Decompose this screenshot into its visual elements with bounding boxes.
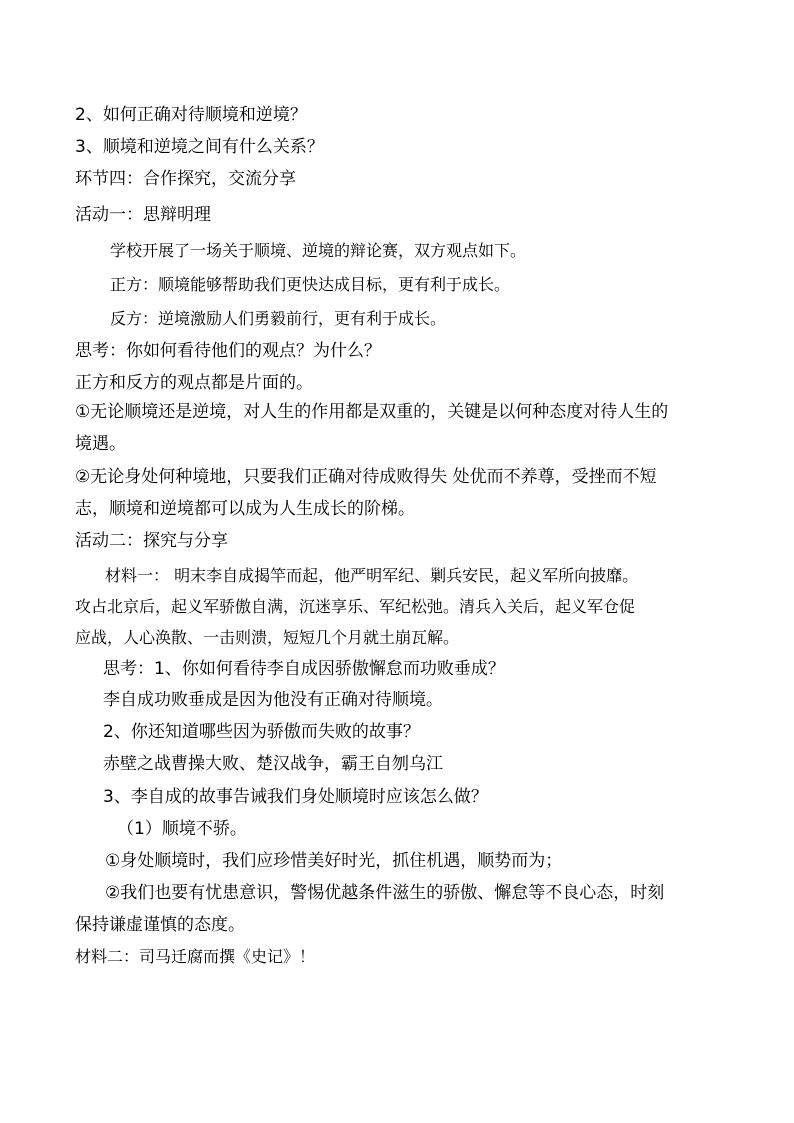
point-2-line-2: 志，顺境和逆境都可以成为人生成长的阶梯。 <box>75 499 415 519</box>
material-1-line-2: 攻占北京后，起义军骄傲自满，沉迷享乐、军纪松弛。清兵入关后，起义军仓促 <box>75 597 636 616</box>
think-question-text: 思考：你如何看待他们的观点？为什么？ <box>75 341 381 361</box>
answer-one-sided-text: 正方和反方的观点都是片面的。 <box>75 373 313 393</box>
negative-view-text: 反方：逆境激励人们勇毅前行，更有利于成长。 <box>110 309 447 328</box>
material-1-line-1: 材料一： 明末李自成揭竿而起，他严明军纪、剿兵安民，起义军所向披靡。 <box>105 566 639 585</box>
material-2-line: 材料二：司马迁腐而撰《史记》！ <box>75 947 316 966</box>
section-4-heading: 环节四：合作探究，交流分享 <box>75 169 296 189</box>
think-2-answer: 赤壁之战曹操大败、楚汉战争，霸王自刎乌江 <box>103 754 443 774</box>
think-2-question: 2、你还知道哪些因为骄傲而失败的故事？ <box>103 722 420 742</box>
point-1-line-2: 境遇。 <box>75 434 126 454</box>
think-3-question: 3、李自成的故事告诫我们身处顺境时应该怎么做？ <box>103 787 488 807</box>
activity-2-heading: 活动二：探究与分享 <box>75 531 228 551</box>
activity-1-heading: 活动一：思辩明理 <box>75 205 211 225</box>
think-1-answer: 李自成功败垂成是因为他没有正确对待顺境。 <box>103 690 443 710</box>
point-2-line-1: ②无论身处何种境地，只要我们正确对待成败得失 处优而不养尊，受挫而不短 <box>75 467 657 487</box>
point-1-line-1: ①无论顺境还是逆境，对人生的作用都是双重的，关键是以何种态度对待人生的 <box>75 402 669 422</box>
think-3-point-2-line-1: ②我们也要有忧患意识，警惕优越条件滋生的骄傲、懈怠等不良心态，时刻 <box>105 883 665 903</box>
think-1-question: 思考：1、你如何看待李自成因骄傲懈怠而功败垂成？ <box>103 659 505 679</box>
material-1-line-3: 应战，人心涣散、一击则溃，短短几个月就土崩瓦解。 <box>75 628 460 647</box>
think-3-answer-heading: （1）顺境不骄。 <box>117 819 247 839</box>
question-3-text: 3、顺境和逆境之间有什么关系？ <box>75 137 324 157</box>
think-3-point-1: ①身处顺境时，我们应珍惜美好时光，抓住机遇，顺势而为； <box>105 851 563 871</box>
affirmative-view-text: 正方：顺境能够帮助我们更快达成目标，更有利于成长。 <box>110 275 511 294</box>
question-2-text: 2、如何正确对待顺境和逆境？ <box>75 105 307 125</box>
debate-intro-text: 学校开展了一场关于顺境、逆境的辩论赛，双方观点如下。 <box>110 241 527 260</box>
think-3-point-2-line-2: 保持谦虚谨慎的态度。 <box>75 915 245 935</box>
